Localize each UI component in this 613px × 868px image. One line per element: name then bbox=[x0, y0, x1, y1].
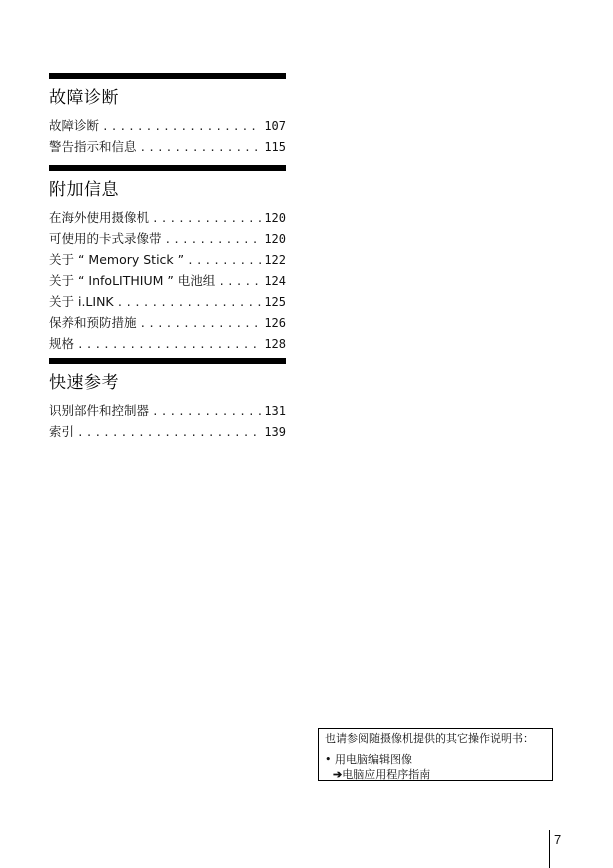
toc-list bbox=[49, 207, 286, 354]
section-title: 故障诊断 bbox=[49, 88, 119, 108]
toc-entry-page: 131 bbox=[264, 404, 286, 418]
toc-entry-page: 120 bbox=[264, 232, 286, 246]
leader-dots bbox=[117, 292, 262, 312]
section-title: 快速参考 bbox=[49, 373, 119, 393]
reference-note-box bbox=[318, 728, 553, 781]
toc-entry[interactable] bbox=[49, 207, 286, 228]
toc-entry[interactable] bbox=[49, 136, 286, 157]
section-title: 附加信息 bbox=[49, 180, 119, 200]
leader-dots bbox=[102, 116, 261, 136]
note-sub-label: 电脑应用程序指南 bbox=[342, 768, 431, 781]
toc-entry-label: 可使用的卡式录像带 bbox=[49, 231, 162, 246]
toc-entry-page: 120 bbox=[264, 211, 286, 225]
arrow-right-icon: ➔ bbox=[333, 768, 343, 781]
page-number-divider bbox=[549, 830, 550, 868]
toc-section-additional-info bbox=[49, 165, 286, 354]
section-rule bbox=[49, 73, 286, 79]
toc-entry-label: 规格 bbox=[49, 336, 75, 351]
toc-entry[interactable] bbox=[49, 249, 286, 270]
toc-entry-label: 故障诊断 bbox=[49, 118, 100, 133]
toc-list bbox=[49, 400, 286, 442]
toc-entry-page: 122 bbox=[264, 253, 286, 267]
leader-dots bbox=[140, 137, 262, 157]
toc-entry-label: 关于 “ InfoLITHIUM ” 电池组 bbox=[49, 273, 216, 288]
toc-entry-label: 在海外使用摄像机 bbox=[49, 210, 150, 225]
toc-entry[interactable] bbox=[49, 400, 286, 421]
toc-entry[interactable] bbox=[49, 312, 286, 333]
toc-entry[interactable] bbox=[49, 115, 286, 136]
toc-entry-page: 139 bbox=[264, 425, 286, 439]
note-bullet: • 用电脑编辑图像 bbox=[325, 752, 546, 767]
leader-dots bbox=[165, 229, 262, 249]
toc-section-troubleshooting bbox=[49, 73, 286, 157]
toc-entry-label: 保养和预防措施 bbox=[49, 315, 137, 330]
leader-dots bbox=[187, 250, 261, 270]
toc-entry-page: 124 bbox=[264, 274, 286, 288]
leader-dots bbox=[152, 208, 261, 228]
toc-entry-page: 107 bbox=[264, 119, 286, 133]
toc-list bbox=[49, 115, 286, 157]
toc-section-quick-reference bbox=[49, 358, 286, 442]
leader-dots bbox=[152, 401, 261, 421]
leader-dots bbox=[77, 422, 261, 442]
note-sub-item bbox=[325, 767, 546, 782]
note-title: 也请参阅随摄像机提供的其它操作说明书： bbox=[325, 732, 534, 745]
toc-entry-label: 警告指示和信息 bbox=[49, 139, 137, 154]
section-rule bbox=[49, 358, 286, 364]
toc-entry[interactable] bbox=[49, 421, 286, 442]
leader-dots bbox=[77, 334, 261, 354]
toc-entry-page: 115 bbox=[264, 140, 286, 154]
toc-entry-label: 识别部件和控制器 bbox=[49, 403, 150, 418]
toc-entry-page: 125 bbox=[264, 295, 286, 309]
toc-entry[interactable] bbox=[49, 333, 286, 354]
leader-dots bbox=[218, 271, 261, 291]
toc-entry[interactable] bbox=[49, 228, 286, 249]
toc-entry-label: 关于 “ Memory Stick ” bbox=[49, 252, 185, 267]
leader-dots bbox=[140, 313, 262, 333]
toc-entry-label: 索引 bbox=[49, 424, 75, 439]
toc-entry[interactable] bbox=[49, 270, 286, 291]
toc-entry-label: 关于 i.LINK bbox=[49, 294, 114, 309]
section-rule bbox=[49, 165, 286, 171]
toc-entry-page: 126 bbox=[264, 316, 286, 330]
page-number: 7 bbox=[554, 832, 562, 847]
toc-entry-page: 128 bbox=[264, 337, 286, 351]
toc-entry[interactable] bbox=[49, 291, 286, 312]
